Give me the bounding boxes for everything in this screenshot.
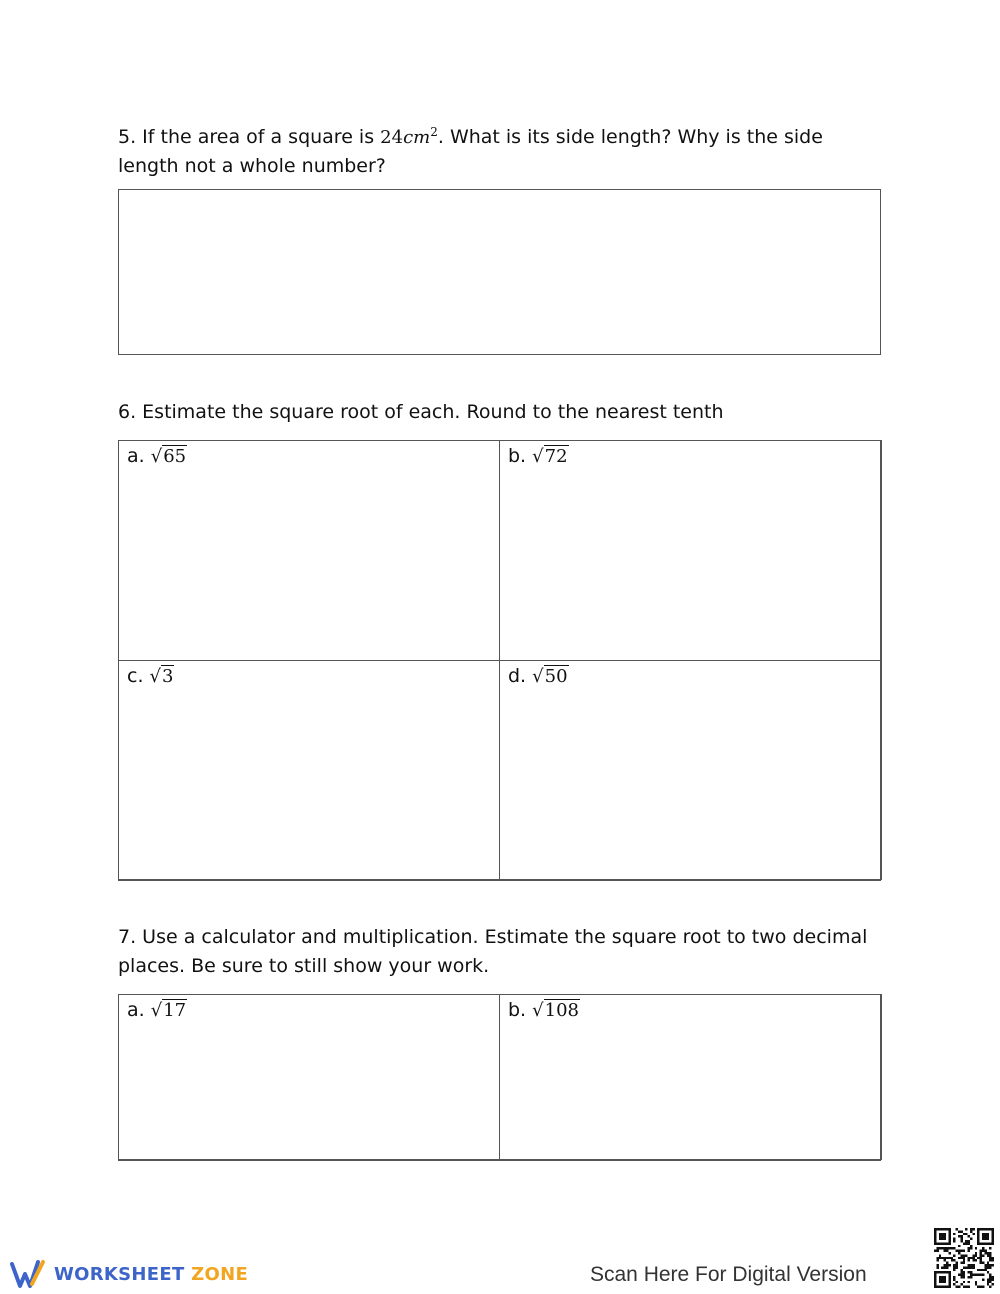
qr-code-icon[interactable]	[934, 1228, 994, 1288]
q5-text-before: 5. If the area of a square is	[118, 126, 381, 148]
q7-label-b: b.	[508, 999, 527, 1021]
q6-label-d: d.	[508, 665, 527, 687]
question-7-text: 7. Use a calculator and multiplication. Estimate the square root to two decimal places. Be sure to still show your work.	[118, 926, 868, 977]
q5-answer-box[interactable]	[118, 189, 881, 355]
q7-cell-b[interactable]	[499, 994, 881, 1161]
q5-area-value: $24cm^2$	[380, 125, 438, 148]
q6-cell-d[interactable]	[499, 660, 881, 881]
logo-icon	[10, 1258, 46, 1290]
q6-label-c: c.	[127, 665, 144, 687]
scan-text: Scan Here For Digital Version	[590, 1263, 867, 1286]
q6-sqrt-a: √65	[150, 446, 187, 467]
q7-cell-a[interactable]	[118, 994, 500, 1161]
q7-label-a: a.	[127, 999, 145, 1021]
q6-answer-grid	[118, 440, 882, 880]
question-6-text: 6. Estimate the square root of each. Round to the nearest tenth	[118, 401, 724, 423]
q6-sqrt-b: √72	[532, 446, 568, 467]
logo-text: WORKSHEET ZONE	[54, 1263, 249, 1285]
q7-sqrt-b: √108	[532, 1000, 579, 1021]
question-5-text	[118, 118, 888, 181]
q6-label-b: b.	[508, 445, 527, 467]
worksheet-zone-logo[interactable]	[10, 1258, 248, 1290]
q6-cell-b[interactable]	[499, 440, 881, 661]
q6-cell-c[interactable]	[118, 660, 500, 881]
q5-text-after: . What is its side length? Why is the side length not a whole number?	[118, 126, 823, 177]
q6-label-a: a.	[127, 445, 145, 467]
q6-sqrt-c: √3	[149, 666, 174, 687]
q7-sqrt-a: √17	[150, 1000, 187, 1021]
q6-cell-a[interactable]	[118, 440, 500, 661]
q6-sqrt-d: √50	[532, 666, 568, 687]
q7-answer-grid	[118, 994, 882, 1160]
